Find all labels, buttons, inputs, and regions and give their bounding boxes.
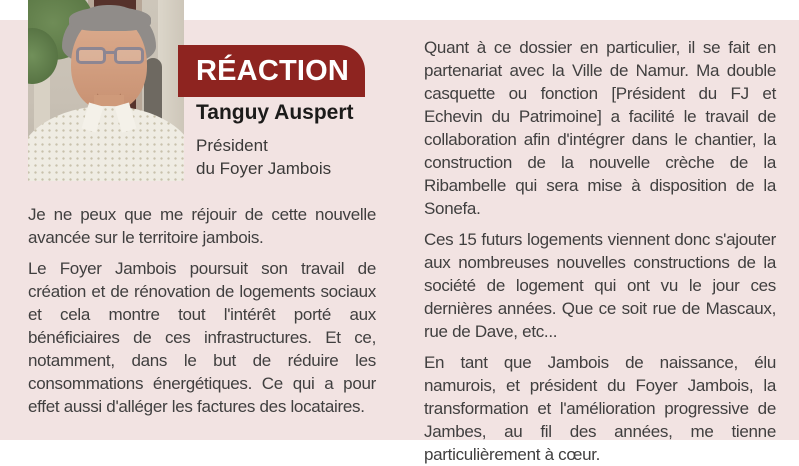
person-role-line2: du Foyer Jambois — [196, 159, 332, 178]
glasses-bridge — [105, 51, 115, 54]
man-shirt — [28, 106, 184, 181]
body-paragraph: En tant que Jambois de naissance, élu namurois, et président du Foyer Jambois, la transformation et l'amélioration progressive de Jambes, au fil des années, me tienne particulièrement à cœur. — [424, 353, 776, 464]
reaction-banner — [178, 45, 365, 97]
glasses-left-lens — [76, 47, 106, 64]
man-hair-fringe — [69, 7, 151, 31]
body-paragraph: Le Foyer Jambois poursuit son travail de création et de rénovation de logements sociaux et cela montre tout l'intérêt porté aux bénéficiaires de ces infrastructures. Et ce, notamment, dans le but de réduire les consommations énergétiques. Ce qui a pour effet aussi d'alléger les factures des locataires. — [28, 259, 376, 416]
portrait-photo — [28, 0, 184, 181]
body-paragraph: Ces 15 futurs logements viennent donc s'ajouter aux nombreuses nouvelles constructions de la société de logement qui ont vu le jour ces dernières années. Que ce soit rue de Mascaux, rue de Dave, etc... — [424, 230, 776, 341]
person-role — [196, 134, 354, 180]
person-info-block — [196, 101, 354, 180]
reaction-banner-label: RÉACTION — [196, 54, 350, 87]
body-paragraph: Je ne peux que me réjouir de cette nouvelle avancée sur le territoire jambois. — [28, 205, 376, 247]
left-text-column — [28, 203, 376, 418]
glasses-right-lens — [114, 47, 144, 64]
right-text-column — [424, 36, 776, 466]
person-role-line1: Président — [196, 136, 268, 155]
person-name: Tanguy Auspert — [196, 101, 354, 124]
body-paragraph: Quant à ce dossier en particulier, il se fait en partenariat avec la Ville de Namur. Ma double casquette ou fonction [Président du FJ et Echevin du Patrimoine] a facilité le travail de collaboration afin d'intégrer dans le chantier, la construction de la nouvelle crèche de la Ribambelle qui sera mise à disposition de la Sonefa. — [424, 38, 776, 218]
